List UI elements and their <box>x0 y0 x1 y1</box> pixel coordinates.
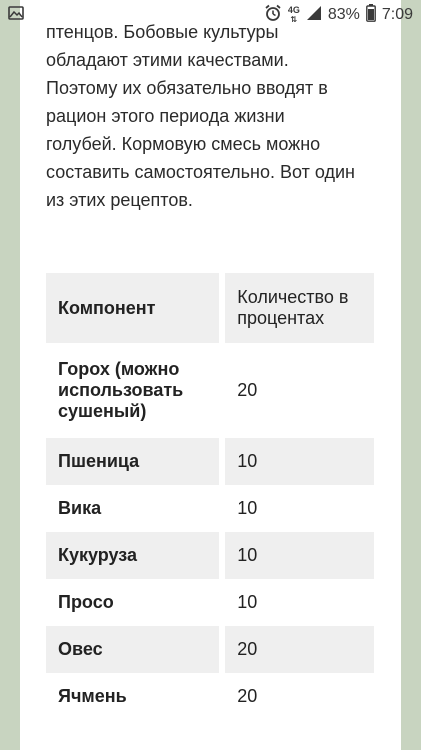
image-icon <box>8 6 24 24</box>
battery-percent: 83% <box>327 6 360 23</box>
row-percent: 20 <box>219 343 374 438</box>
table-row <box>46 579 374 626</box>
article-line: составить самостоятельно. Вот один <box>46 162 355 182</box>
row-percent: 10 <box>219 579 374 626</box>
row-component: Пшеница <box>46 438 219 485</box>
clock-time: 7:09 <box>381 6 413 23</box>
table-header-row <box>46 273 374 343</box>
table-row <box>46 438 374 485</box>
row-percent: 10 <box>219 485 374 532</box>
row-component: Кукуруза <box>46 532 219 579</box>
battery-icon <box>366 4 376 26</box>
row-percent: 10 <box>219 532 374 579</box>
recipe-table <box>46 273 376 720</box>
signal-icon <box>306 5 322 25</box>
table-row <box>46 626 374 673</box>
row-component: Вика <box>46 485 219 532</box>
network-indicator: 4G ⇅ <box>287 5 300 24</box>
article-line: голубей. Кормовую смесь можно <box>46 134 321 154</box>
table-row <box>46 343 374 438</box>
row-percent: 10 <box>219 438 374 485</box>
article-content <box>20 0 401 750</box>
row-percent: 20 <box>219 673 374 720</box>
article-line: птенцов. Бобовые культуры <box>46 22 279 42</box>
status-bar <box>0 0 421 30</box>
table-row <box>46 485 374 532</box>
header-component: Компонент <box>46 273 219 343</box>
header-percent: Количество в процентах <box>219 273 374 343</box>
table-row <box>46 532 374 579</box>
row-percent: 20 <box>219 626 374 673</box>
row-component: Просо <box>46 579 219 626</box>
network-type: 4G <box>287 5 300 15</box>
article-line: Поэтому их обязательно вводят в <box>46 78 328 98</box>
article-line: обладают этими качествами. <box>46 50 289 70</box>
article-line: рацион этого периода жизни <box>46 106 285 126</box>
article-line: из этих рецептов. <box>46 190 193 210</box>
alarm-icon <box>264 4 282 26</box>
row-component: Овес <box>46 626 219 673</box>
row-component: Ячмень <box>46 673 219 720</box>
row-component: Горох (можно использовать сушеный) <box>46 343 219 438</box>
table-row <box>46 673 374 720</box>
article-paragraph <box>46 18 376 214</box>
